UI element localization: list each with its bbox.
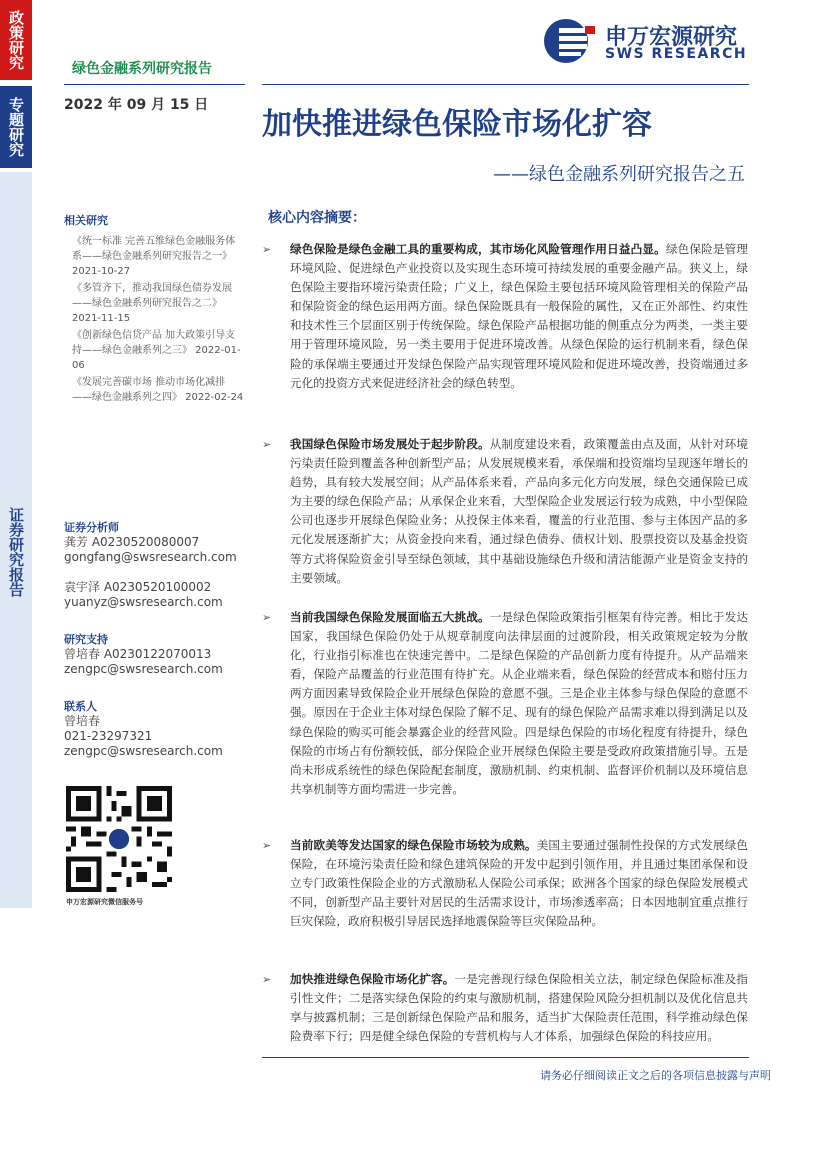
analyst-email[interactable]: gongfang@swsresearch.com xyxy=(64,550,237,564)
paragraph-lead: 当前我国绿色保险发展面临五大挑战。 xyxy=(290,610,490,624)
support-heading: 研究支持 xyxy=(64,633,108,646)
research-support-block xyxy=(64,632,254,677)
page-title: 加快推进绿色保险市场化扩容 xyxy=(262,107,652,142)
disclosure-footer[interactable]: 请务必仔细阅读正文之后的各项信息披露与声明 xyxy=(540,1069,771,1082)
analyst-block xyxy=(64,520,254,610)
paragraph-text: 一是绿色保险政策指引框架有待完善。相比于发达国家，我国绿色保险仍处于从规章制度向法律层面的过渡阶段，相关政策规定较为分散化，行业指引标准也在快速完善中。二是绿色保险的产品创新力度有待提升。从产品端来看，保险产品覆盖的行业范围有待扩充。从企业端来看，绿色保险的经营成本和赔付压力两方面因素导致保险企业开展绿色保险的意愿不强。三是企业主体参与绿色保险的意愿不强。原因在于企业主体对绿色保险了解不足、现有的绿色保险产品需求难以得到满足以及绿色保险的购买可能会暴露企业的经营风险。四是绿色保险的市场化程度有待提升，绿色保险的市场占有份额较低，部分保险企业开展绿色保险主要是受政府政策措施引导。五是尚未形成系统性的绿色保险配套制度，激励机制、约束机制、监督评价机制以及环境信息共享机制等方面均需进一步完善。 xyxy=(290,610,748,796)
summary-paragraph xyxy=(262,836,748,953)
related-item[interactable]: 《统一标准 完善五维绿色金融服务体系——绿色金融系列研究报告之一》 2021-10-27 xyxy=(72,236,236,277)
report-date: 2022 年 09 月 15 日 xyxy=(64,97,209,113)
bullet-marker-icon: ➢ xyxy=(262,973,272,986)
summary-heading: 核心内容摘要： xyxy=(268,210,366,226)
tab-securities-report: 证券研究报告 xyxy=(0,172,32,908)
summary-paragraph xyxy=(262,970,748,1067)
contact-phone[interactable]: 021-23297321 xyxy=(64,729,153,743)
contact-email[interactable]: zengpc@swsresearch.com xyxy=(64,744,223,758)
sws-logo xyxy=(541,16,769,66)
support-line: 曾培春 A0230122070013 xyxy=(64,647,212,661)
related-research xyxy=(64,212,244,405)
footer-divider xyxy=(262,1057,749,1058)
analyst-heading: 证券分析师 xyxy=(64,521,119,534)
support-email[interactable]: zengpc@swsresearch.com xyxy=(64,662,223,676)
summary-paragraph xyxy=(262,608,748,820)
paragraph-lead: 当前欧美等发达国家的绿色保险市场较为成熟。 xyxy=(290,838,537,852)
summary-paragraph xyxy=(262,435,748,590)
bullet-marker-icon: ➢ xyxy=(262,243,272,256)
sws-logo-icon xyxy=(541,16,599,66)
summary-paragraph xyxy=(262,240,748,414)
analyst-line: 龚芳 A0230520080007 xyxy=(64,535,200,549)
tab-special-research: 专题研究 xyxy=(0,86,32,168)
qr-code-icon[interactable] xyxy=(66,786,172,892)
contact-block xyxy=(64,699,254,759)
logo-en-text: SWS RESEARCH xyxy=(605,46,748,62)
paragraph-text: 绿色保险是管理环境风险、促进绿色产业投资以及实现生态环境可持续发展的重要金融产品。狭义上，绿色保险主要指环境污染责任险；广义上，绿色保险主要包括环境风险管理相关的保险产品和保险资金的绿色运用两方面。绿色保险既具有一般保险的属性，又在正外部性、约束性和技术性三个层面区别于传统保险。绿色保险产品根据功能的侧重点分为两类，一类主要用于管理环境风险，另一类主要用于促进环境改善。从绿色保险的运行机制来看，绿色保险的承保端主要通过开发绿色保险产品实现管理环境风险和促进环境改善，投资端通过多元化的投资方式来促进经济社会的绿色转型。 xyxy=(290,242,748,390)
analyst-spacer xyxy=(64,565,254,580)
summary-body xyxy=(262,240,748,1067)
qr-caption: 申万宏源研究微信服务号 xyxy=(66,898,143,906)
contact-name: 曾培春 xyxy=(64,714,101,728)
related-item[interactable]: 《创新绿色信贷产品 加大政策引导支持——绿色金融系列之三》 2022-01-06 xyxy=(72,330,241,371)
page-subtitle: ——绿色金融系列研究报告之五 xyxy=(493,164,745,185)
related-research-heading: 相关研究 xyxy=(64,214,108,227)
related-item[interactable]: 《发展完善碳市场 推动市场化减排——绿色金融系列之四》 2022-02-24 xyxy=(72,377,244,403)
analyst-email[interactable]: yuanyz@swsresearch.com xyxy=(64,595,223,609)
paragraph-lead: 加快推进绿色保险市场化扩容。 xyxy=(290,972,455,986)
bullet-marker-icon: ➢ xyxy=(262,839,272,852)
related-item[interactable]: 《多管齐下，推动我国绿色债券发展——绿色金融系列研究报告之二》 2021-11-15 xyxy=(72,283,232,324)
contact-heading: 联系人 xyxy=(64,700,97,713)
bullet-marker-icon: ➢ xyxy=(262,611,272,624)
paragraph-text: 美国主要通过强制性投保的方式发展绿色保险，在环境污染责任险和绿色建筑保险的开发中起到引领作用，并且通过集团承保和设立专门政策性保险企业的方式激励私人保险公司承保；欧洲各个国家的绿色保险发展模式不同，创新型产品主要针对居民的生活需求设计，市场渗透率高；日本因地制宜重点推行巨灾保险，政府积极引导居民选择地震保险等巨灾保险品种。 xyxy=(290,838,748,929)
logo-cn-text: 申万宏源研究 xyxy=(605,25,738,50)
header-divider-right xyxy=(262,84,749,85)
series-title: 绿色金融系列研究报告 xyxy=(72,61,212,77)
analyst-line: 袁宇泽 A0230520100002 xyxy=(64,580,212,594)
bullet-marker-icon: ➢ xyxy=(262,438,272,451)
paragraph-lead: 绿色保险是绿色金融工具的重要构成，其市场化风险管理作用日益凸显。 xyxy=(290,242,666,256)
paragraph-lead: 我国绿色保险市场发展处于起步阶段。 xyxy=(290,437,490,451)
paragraph-text: 一是完善现行绿色保险相关立法，制定绿色保险标准及指引性文件；二是落实绿色保险的约束与激励机制，搭建保险风险分担机制以及优化信息共享与披露机制；三是创新绿色保险产品和服务，适当扩大保险责任范围，科学推动绿色保险费率下行；四是健全绿色保险的专营机构与人才体系，加强绿色保险的科技应用。 xyxy=(290,972,748,1044)
tab-policy-research: 政策研究 xyxy=(0,0,32,80)
paragraph-text: 从制度建设来看，政策覆盖由点及面，从针对环境污染责任险到覆盖各种创新型产品；从发展规模来看，承保端和投资端均呈现逐年增长的趋势，具有较大发展空间；从产品体系来看，产品向多元化方向发展，绿色交通保险已成为主要的绿色保险产品；从承保企业来看，大型保险企业发展运行较为成熟，中小型保险公司也逐步开展绿色保险业务；从投保主体来看，覆盖的行业范围、参与主体因产品的多元化发展逐渐扩大；从资金投向来看，通过绿色债券、债权计划、股票投资以及基金投资等方式将保险资金引导至绿色领域，其中基础设施绿色升级和清洁能源产业是资金支持的主要领域。 xyxy=(290,437,748,585)
header-divider-left xyxy=(64,84,245,85)
